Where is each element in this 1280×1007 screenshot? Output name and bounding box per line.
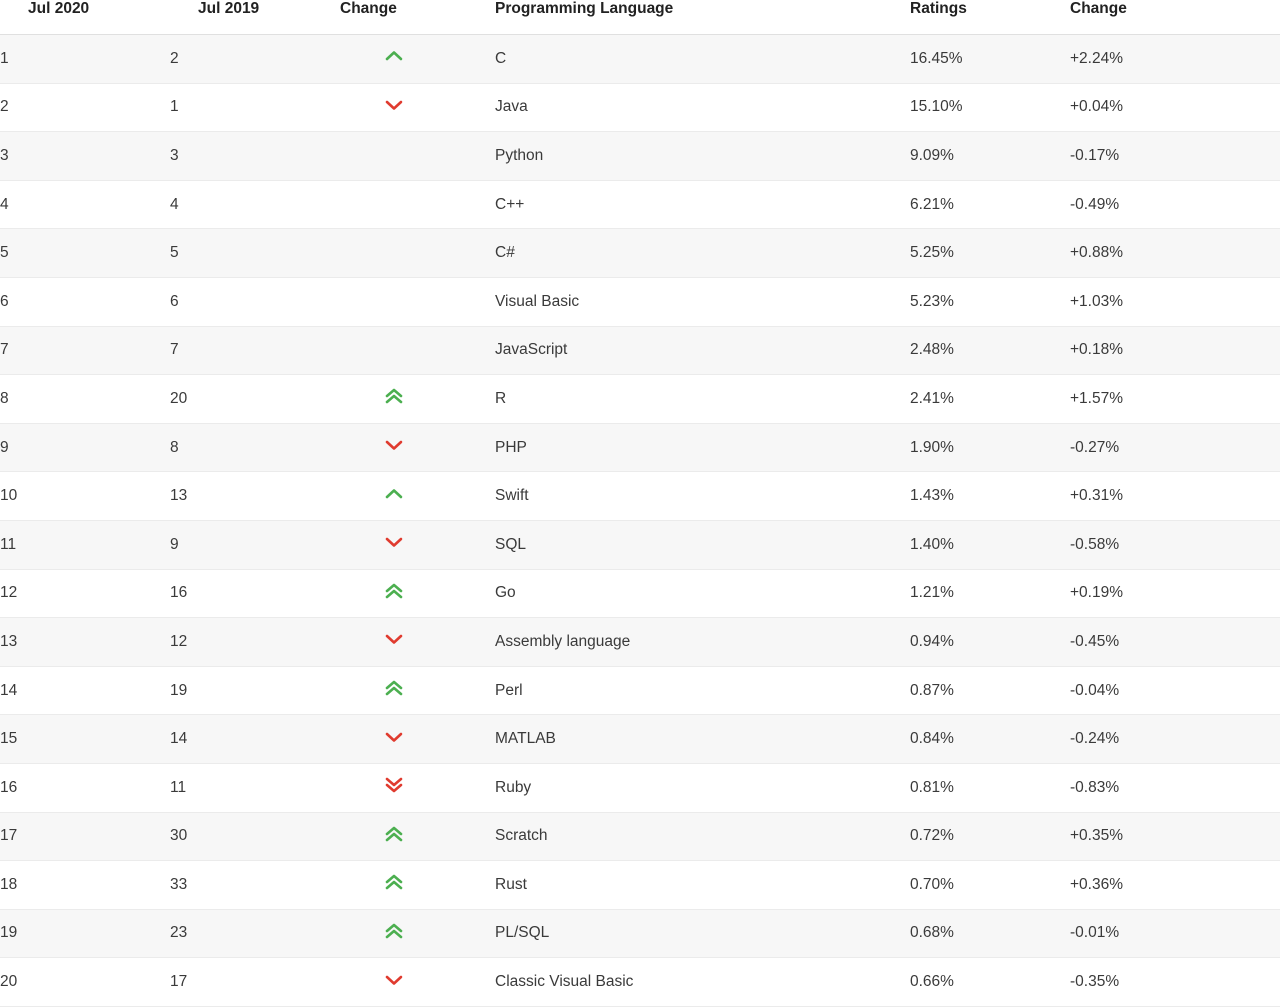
cell-change-delta: -0.01% [1070, 909, 1280, 958]
cell-language: Python [495, 132, 910, 181]
column-header-change-delta: Change [1070, 0, 1280, 35]
table-row [0, 715, 1280, 764]
cell-rank-previous: 3 [170, 132, 340, 181]
cell-ratings: 0.66% [910, 958, 1070, 1007]
cell-change-delta: +0.88% [1070, 229, 1280, 278]
cell-change-delta: +0.18% [1070, 326, 1280, 375]
cell-rank-current: 5 [0, 229, 170, 278]
cell-trend [340, 132, 495, 181]
table-row [0, 277, 1280, 326]
table-row [0, 909, 1280, 958]
cell-trend [340, 375, 495, 424]
cell-rank-previous: 33 [170, 861, 340, 910]
table-row [0, 861, 1280, 910]
cell-rank-current: 6 [0, 277, 170, 326]
double-arrow-up-icon [384, 825, 406, 843]
cell-ratings: 1.90% [910, 423, 1070, 472]
cell-ratings: 1.43% [910, 472, 1070, 521]
cell-rank-previous: 12 [170, 618, 340, 667]
double-arrow-down-icon [384, 776, 406, 794]
table-row [0, 569, 1280, 618]
cell-rank-current: 18 [0, 861, 170, 910]
cell-language: JavaScript [495, 326, 910, 375]
cell-trend [340, 763, 495, 812]
cell-language: C# [495, 229, 910, 278]
cell-trend [340, 83, 495, 132]
cell-change-delta: +0.35% [1070, 812, 1280, 861]
cell-language: Ruby [495, 763, 910, 812]
cell-change-delta: +0.19% [1070, 569, 1280, 618]
table-row [0, 132, 1280, 181]
cell-change-delta: +2.24% [1070, 35, 1280, 84]
cell-rank-current: 9 [0, 423, 170, 472]
column-header-change-icon: Change [340, 0, 495, 35]
cell-rank-previous: 5 [170, 229, 340, 278]
cell-rank-previous: 9 [170, 520, 340, 569]
cell-change-delta: -0.17% [1070, 132, 1280, 181]
cell-rank-current: 4 [0, 180, 170, 229]
cell-language: R [495, 375, 910, 424]
cell-rank-current: 14 [0, 666, 170, 715]
table-header [0, 0, 1280, 35]
double-arrow-up-icon [384, 679, 406, 697]
cell-change-delta: -0.04% [1070, 666, 1280, 715]
cell-trend [340, 326, 495, 375]
column-header-rank-current: Jul 2020 [0, 0, 170, 35]
cell-trend [340, 472, 495, 521]
cell-rank-previous: 30 [170, 812, 340, 861]
cell-rank-previous: 1 [170, 83, 340, 132]
cell-rank-current: 16 [0, 763, 170, 812]
cell-trend [340, 812, 495, 861]
cell-language: Go [495, 569, 910, 618]
cell-rank-current: 11 [0, 520, 170, 569]
cell-change-delta: +0.36% [1070, 861, 1280, 910]
cell-rank-current: 13 [0, 618, 170, 667]
table-header-row [0, 0, 1280, 35]
cell-ratings: 1.21% [910, 569, 1070, 618]
cell-ratings: 2.48% [910, 326, 1070, 375]
cell-rank-previous: 14 [170, 715, 340, 764]
cell-rank-current: 15 [0, 715, 170, 764]
cell-rank-current: 20 [0, 958, 170, 1007]
cell-language: Rust [495, 861, 910, 910]
cell-rank-current: 19 [0, 909, 170, 958]
table-row [0, 180, 1280, 229]
arrow-up-icon [384, 487, 406, 501]
cell-rank-previous: 13 [170, 472, 340, 521]
cell-language: Visual Basic [495, 277, 910, 326]
table-row [0, 229, 1280, 278]
cell-rank-previous: 17 [170, 958, 340, 1007]
cell-trend [340, 958, 495, 1007]
cell-rank-previous: 23 [170, 909, 340, 958]
table-row [0, 375, 1280, 424]
double-arrow-up-icon [384, 873, 406, 891]
cell-ratings: 0.94% [910, 618, 1070, 667]
cell-change-delta: -0.27% [1070, 423, 1280, 472]
cell-ratings: 2.41% [910, 375, 1070, 424]
table-row [0, 618, 1280, 667]
cell-language: MATLAB [495, 715, 910, 764]
table-row [0, 472, 1280, 521]
cell-change-delta: +1.03% [1070, 277, 1280, 326]
cell-rank-current: 12 [0, 569, 170, 618]
column-header-language: Programming Language [495, 0, 910, 35]
cell-ratings: 5.23% [910, 277, 1070, 326]
cell-trend [340, 180, 495, 229]
table-row [0, 666, 1280, 715]
cell-trend [340, 715, 495, 764]
cell-trend [340, 520, 495, 569]
arrow-down-icon [384, 535, 406, 549]
cell-language: Assembly language [495, 618, 910, 667]
cell-rank-previous: 6 [170, 277, 340, 326]
cell-language: PHP [495, 423, 910, 472]
cell-change-delta: -0.24% [1070, 715, 1280, 764]
cell-ratings: 0.87% [910, 666, 1070, 715]
cell-change-delta: +1.57% [1070, 375, 1280, 424]
cell-language: C [495, 35, 910, 84]
double-arrow-up-icon [384, 922, 406, 940]
table-row [0, 958, 1280, 1007]
cell-trend [340, 861, 495, 910]
cell-trend [340, 35, 495, 84]
cell-language: Java [495, 83, 910, 132]
cell-language: Swift [495, 472, 910, 521]
cell-rank-previous: 8 [170, 423, 340, 472]
cell-trend [340, 229, 495, 278]
cell-rank-current: 8 [0, 375, 170, 424]
double-arrow-up-icon [384, 387, 406, 405]
cell-ratings: 0.81% [910, 763, 1070, 812]
column-header-ratings: Ratings [910, 0, 1070, 35]
cell-ratings: 1.40% [910, 520, 1070, 569]
cell-change-delta: +0.04% [1070, 83, 1280, 132]
cell-rank-previous: 20 [170, 375, 340, 424]
arrow-down-icon [384, 730, 406, 744]
cell-ratings: 0.70% [910, 861, 1070, 910]
cell-ratings: 9.09% [910, 132, 1070, 181]
cell-rank-previous: 19 [170, 666, 340, 715]
cell-change-delta: -0.35% [1070, 958, 1280, 1007]
cell-language: Perl [495, 666, 910, 715]
cell-ratings: 16.45% [910, 35, 1070, 84]
table-row [0, 35, 1280, 84]
cell-language: PL/SQL [495, 909, 910, 958]
arrow-down-icon [384, 98, 406, 112]
arrow-up-icon [384, 49, 406, 63]
cell-rank-current: 1 [0, 35, 170, 84]
arrow-down-icon [384, 973, 406, 987]
cell-change-delta: -0.83% [1070, 763, 1280, 812]
table-row [0, 326, 1280, 375]
table-row [0, 423, 1280, 472]
double-arrow-up-icon [384, 582, 406, 600]
cell-ratings: 5.25% [910, 229, 1070, 278]
cell-rank-current: 10 [0, 472, 170, 521]
cell-change-delta: -0.45% [1070, 618, 1280, 667]
cell-change-delta: -0.58% [1070, 520, 1280, 569]
cell-trend [340, 423, 495, 472]
cell-rank-current: 2 [0, 83, 170, 132]
cell-change-delta: +0.31% [1070, 472, 1280, 521]
cell-rank-previous: 11 [170, 763, 340, 812]
cell-ratings: 0.68% [910, 909, 1070, 958]
cell-language: Scratch [495, 812, 910, 861]
table-row [0, 763, 1280, 812]
table-row [0, 83, 1280, 132]
cell-ratings: 15.10% [910, 83, 1070, 132]
cell-change-delta: -0.49% [1070, 180, 1280, 229]
cell-trend [340, 277, 495, 326]
cell-trend [340, 569, 495, 618]
cell-ratings: 6.21% [910, 180, 1070, 229]
arrow-down-icon [384, 438, 406, 452]
cell-trend [340, 618, 495, 667]
column-header-rank-previous: Jul 2019 [170, 0, 340, 35]
cell-trend [340, 909, 495, 958]
cell-rank-previous: 16 [170, 569, 340, 618]
cell-trend [340, 666, 495, 715]
cell-rank-current: 17 [0, 812, 170, 861]
cell-ratings: 0.84% [910, 715, 1070, 764]
cell-rank-previous: 4 [170, 180, 340, 229]
cell-rank-previous: 2 [170, 35, 340, 84]
cell-language: C++ [495, 180, 910, 229]
cell-rank-previous: 7 [170, 326, 340, 375]
cell-language: SQL [495, 520, 910, 569]
cell-rank-current: 7 [0, 326, 170, 375]
cell-rank-current: 3 [0, 132, 170, 181]
table-body [0, 35, 1280, 1007]
cell-language: Classic Visual Basic [495, 958, 910, 1007]
table-row [0, 520, 1280, 569]
arrow-down-icon [384, 632, 406, 646]
table-row [0, 812, 1280, 861]
cell-ratings: 0.72% [910, 812, 1070, 861]
